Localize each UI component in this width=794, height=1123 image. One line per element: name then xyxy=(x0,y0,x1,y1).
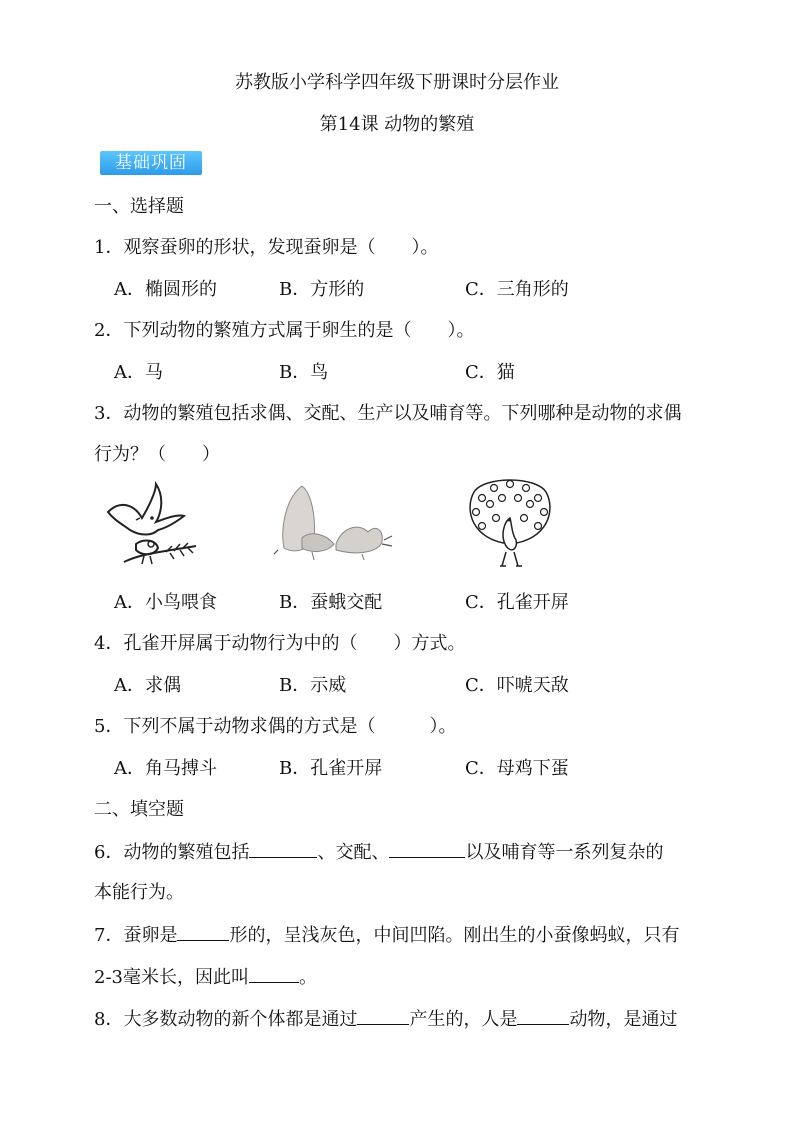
q1-option-c: C．三角形的 xyxy=(465,279,569,300)
question-6-line1 xyxy=(94,841,663,864)
q8-text-2: 产生的，人是 xyxy=(409,1009,518,1030)
q8-text-3: 动物，是通过 xyxy=(569,1009,678,1030)
q2-option-b: B．鸟 xyxy=(279,362,329,383)
q8-text-1: 8．大多数动物的新个体都是通过 xyxy=(94,1009,358,1030)
q4-option-c: C．吓唬天敌 xyxy=(465,675,569,696)
q6-text-3: 以及哺育等一系列复杂的 xyxy=(465,842,664,863)
peacock-illustration xyxy=(462,474,558,574)
q8-blank-1[interactable] xyxy=(357,1008,409,1025)
question-1: 1．观察蚕卵的形状，发现蚕卵是（ ）。 xyxy=(94,237,439,258)
section-heading-fill: 二、填空题 xyxy=(94,799,184,820)
q1-option-b: B．方形的 xyxy=(279,279,365,300)
question-7-line2 xyxy=(94,966,317,989)
lesson-title: 第14课 动物的繁殖 xyxy=(319,114,475,135)
q7-blank-1[interactable] xyxy=(177,924,229,941)
document-title: 苏教版小学科学四年级下册课时分层作业 xyxy=(235,72,559,93)
q2-option-a: A．马 xyxy=(114,362,163,383)
q1-option-a: A．椭圆形的 xyxy=(114,279,217,300)
question-3-line1: 3．动物的繁殖包括求偶、交配、生产以及哺育等。下列哪种是动物的求偶 xyxy=(94,403,682,424)
question-5: 5．下列不属于动物求偶的方式是（ ）。 xyxy=(94,716,457,737)
q6-blank-1[interactable] xyxy=(249,841,317,858)
section-heading-choice: 一、选择题 xyxy=(94,196,184,217)
question-4: 4．孔雀开屏属于动物行为中的（ ）方式。 xyxy=(94,633,466,654)
q7-blank-2[interactable] xyxy=(249,966,299,983)
q6-text-1: 6．动物的繁殖包括 xyxy=(94,842,250,863)
q3-option-b: B．蚕蛾交配 xyxy=(279,592,383,613)
q8-blank-2[interactable] xyxy=(517,1008,569,1025)
question-3-line2: 行为？（ ） xyxy=(94,444,220,465)
question-2: 2．下列动物的繁殖方式属于卵生的是（ ）。 xyxy=(94,320,475,341)
q3-option-a: A．小鸟喂食 xyxy=(114,592,217,613)
q5-option-c: C．母鸡下蛋 xyxy=(465,758,569,779)
q4-option-a: A．求偶 xyxy=(114,675,181,696)
q6-text-2: 、交配、 xyxy=(317,842,390,863)
q7-text-4: 。 xyxy=(299,967,317,988)
q7-text-2: 形的，呈浅灰色，中间凹陷。刚出生的小蚕像蚂蚁，只有 xyxy=(229,925,680,946)
q4-option-b: B．示威 xyxy=(279,675,347,696)
bird-feeding-illustration xyxy=(100,478,210,573)
question-8-line1 xyxy=(94,1008,677,1031)
question-7-line1 xyxy=(94,924,679,947)
q7-text-1: 7．蚕卵是 xyxy=(94,925,178,946)
q7-text-3: 2-3毫米长，因此叫 xyxy=(94,967,249,988)
question-6-line2: 本能行为。 xyxy=(94,882,184,903)
q5-option-b: B．孔雀开屏 xyxy=(279,758,383,779)
q6-blank-2[interactable] xyxy=(389,841,465,858)
q3-option-c: C．孔雀开屏 xyxy=(465,592,569,613)
section-badge: 基础巩固 xyxy=(100,151,202,175)
q2-option-c: C．猫 xyxy=(465,362,515,383)
silkworm-moths-illustration xyxy=(272,478,400,568)
q5-option-a: A．角马搏斗 xyxy=(114,758,217,779)
